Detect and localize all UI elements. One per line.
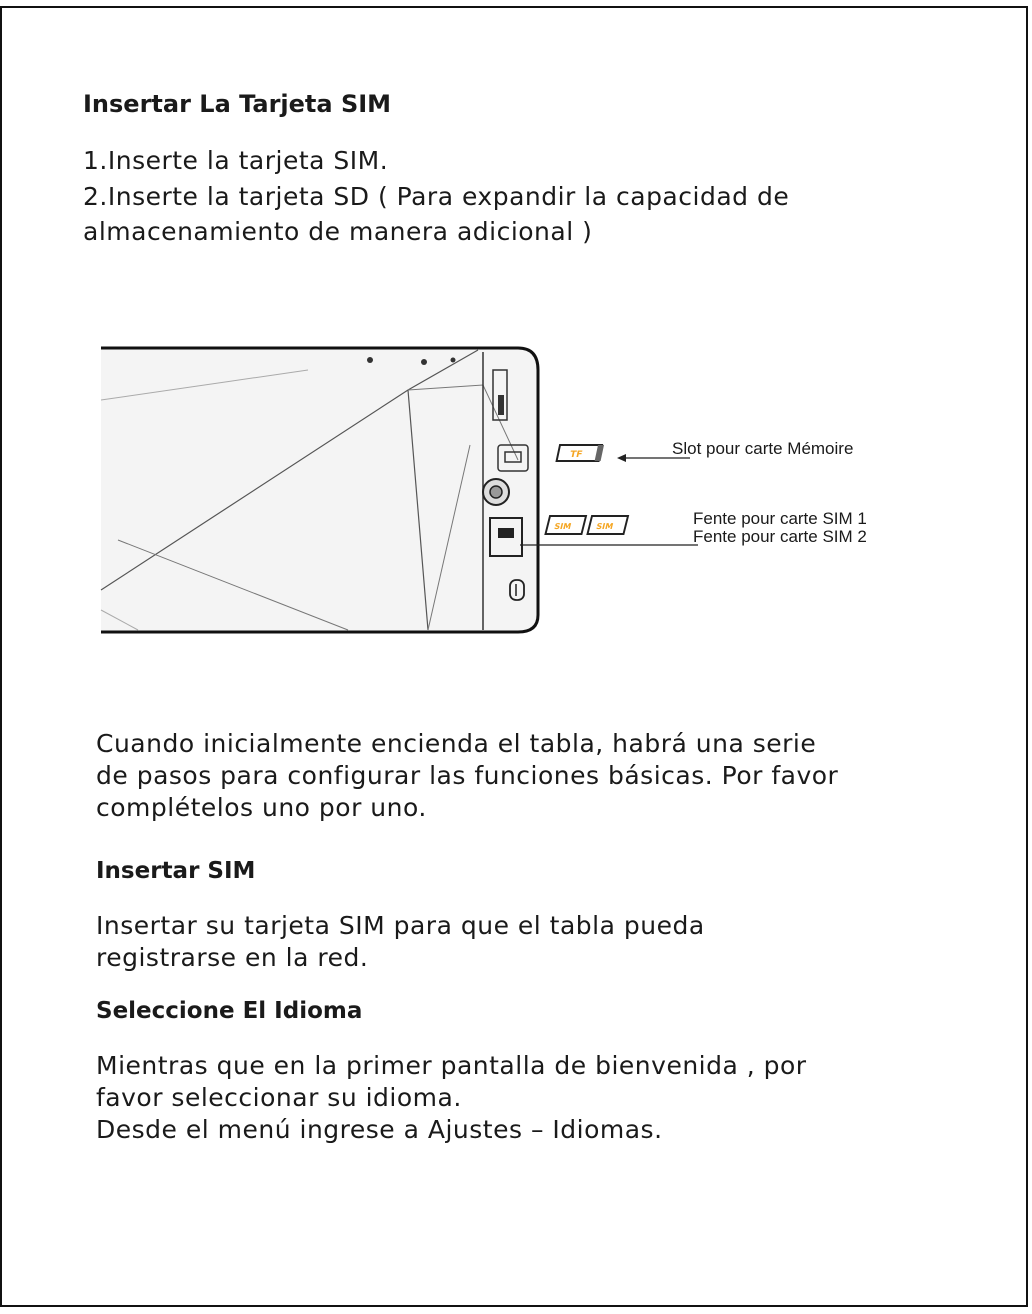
- section-title-insert-sim: Insertar SIM: [96, 858, 256, 884]
- select-language-line: favor seleccionar su idioma.: [96, 1083, 462, 1112]
- tf-card-label: TF: [568, 450, 584, 460]
- insert-sim-line: registrarse en la red.: [96, 943, 369, 972]
- sim-card-2-label: SIM: [595, 521, 615, 531]
- intro-paragraph: [96, 728, 838, 824]
- sim-card-1-icon: [546, 516, 586, 534]
- intro-line: Cuando inicialmente encienda el tabla, habrá una serie: [96, 729, 817, 758]
- intro-line: de pasos para configurar las funciones básicas. Por favor: [96, 761, 839, 790]
- sim-slot-1-label: Fente pour carte SIM 1: [693, 509, 867, 528]
- insert-sim-paragraph: [96, 910, 705, 974]
- select-language-line: Desde el menú ingrese a Ajustes – Idiomas.: [96, 1115, 663, 1144]
- tf-card-icon: [557, 445, 604, 461]
- tablet-slot-illustration: [98, 340, 938, 640]
- step-1: 1.Inserte la tarjeta SIM.: [83, 146, 389, 175]
- sim-card-1-label: SIM: [553, 521, 573, 531]
- insert-sim-line: Insertar su tarjeta SIM para que el tabla pueda: [96, 911, 705, 940]
- section-title-select-language: Seleccione El Idioma: [96, 998, 363, 1024]
- step-2: 2.Inserte la tarjeta SD ( Para expandir la capacidad de: [83, 182, 790, 211]
- step-2-continued: almacenamiento de manera adicional ): [83, 217, 593, 246]
- section-title-insert-sim-card: Insertar La Tarjeta SIM: [83, 90, 392, 118]
- memory-slot-label: Slot pour carte Mémoire: [672, 439, 854, 458]
- intro-line: complételos uno por uno.: [96, 793, 427, 822]
- sim-slot-2-label: Fente pour carte SIM 2: [693, 527, 867, 546]
- select-language-line: Mientras que en la primer pantalla de bienvenida , por: [96, 1051, 807, 1080]
- select-language-paragraph: [96, 1050, 807, 1146]
- tablet-back-icon: [101, 348, 538, 632]
- sim-card-2-icon: [588, 516, 628, 534]
